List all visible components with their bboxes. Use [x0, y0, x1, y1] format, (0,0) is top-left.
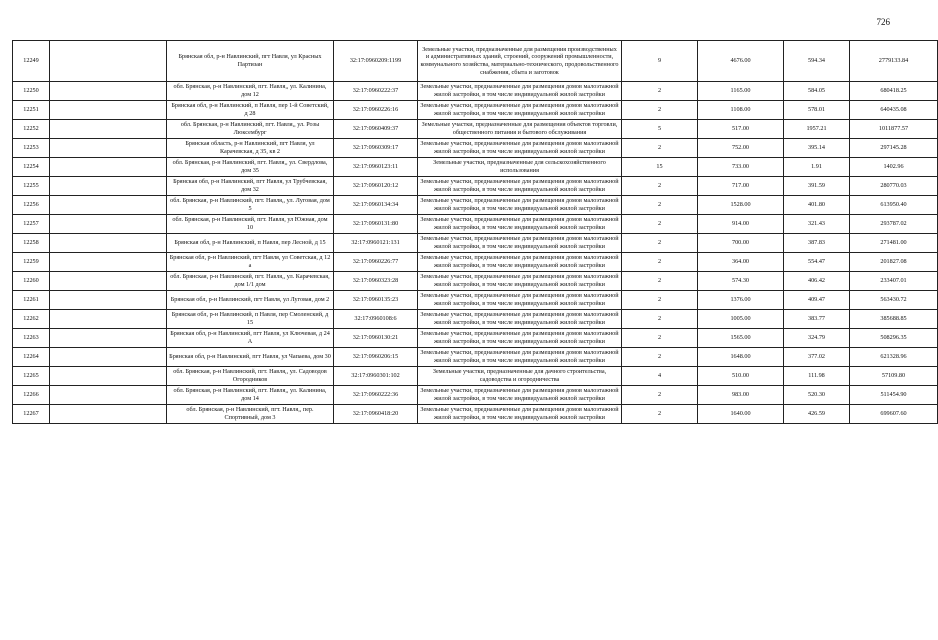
use-group-cell: 2 [622, 291, 698, 310]
cadastral-number-cell: 32:17:0960409:37 [334, 120, 418, 139]
area-cell: 1108.00 [698, 101, 784, 120]
blank-cell [50, 120, 167, 139]
land-use-cell: Земельные участки, предназначенные для размещения домов малоэтажной жилой застройки, в том числе индивидуальной жилой застройки [418, 215, 622, 234]
cadastral-number-cell: 32:17:0960226:16 [334, 101, 418, 120]
row-number-cell: 12257 [13, 215, 50, 234]
row-number-cell: 12252 [13, 120, 50, 139]
use-group-cell: 2 [622, 177, 698, 196]
row-number-cell: 12254 [13, 158, 50, 177]
area-cell: 1528.00 [698, 196, 784, 215]
area-cell: 983.00 [698, 386, 784, 405]
address-cell: обл. Брянская, р-н Навлинский, пгт. Навля,, ул. Калинина, дом 14 [167, 386, 334, 405]
address-cell: Брянская обл, р-н Навлинский, пгт Навля, ул Луговая, дом 2 [167, 291, 334, 310]
cadastral-value-cell: 385688.85 [850, 310, 938, 329]
area-cell: 4676.00 [698, 41, 784, 82]
specific-value-cell: 377.02 [784, 348, 850, 367]
cadastral-value-cell: 297145.28 [850, 139, 938, 158]
area-cell: 717.00 [698, 177, 784, 196]
cadastral-number-cell: 32:17:0960108:6 [334, 310, 418, 329]
cadastral-number-cell: 32:17:0960418:20 [334, 405, 418, 424]
table-row [13, 196, 938, 215]
cadastral-value-cell: 1011877.57 [850, 120, 938, 139]
blank-cell [50, 41, 167, 82]
use-group-cell: 2 [622, 139, 698, 158]
cadastral-number-cell: 32:17:0960226:77 [334, 253, 418, 272]
blank-cell [50, 367, 167, 386]
area-cell: 1565.00 [698, 329, 784, 348]
address-cell: Брянская область, р-н Навлинский, пгт Навля, ул Карачевская, д 35, кв 2 [167, 139, 334, 158]
address-cell: обл. Брянская, р-н Навлинский, пгт. Навля, ул Южная, дом 10 [167, 215, 334, 234]
specific-value-cell: 584.05 [784, 82, 850, 101]
land-use-cell: Земельные участки, предназначенные для размещения домов малоэтажной жилой застройки, в том числе индивидуальной жилой застройки [418, 196, 622, 215]
cadastral-number-cell: 32:17:0960120:12 [334, 177, 418, 196]
row-number-cell: 12255 [13, 177, 50, 196]
table-row [13, 139, 938, 158]
area-cell: 574.30 [698, 272, 784, 291]
blank-cell [50, 101, 167, 120]
land-use-cell: Земельные участки, предназначенные для размещения домов малоэтажной жилой застройки, в том числе индивидуальной жилой застройки [418, 234, 622, 253]
blank-cell [50, 291, 167, 310]
cadastral-number-cell: 32:17:0960222:37 [334, 82, 418, 101]
land-use-cell: Земельные участки, предназначенные для размещения домов малоэтажной жилой застройки, в том числе индивидуальной жилой застройки [418, 101, 622, 120]
address-cell: обл. Брянская, р-н Навлинский, пгт. Навля,, ул. Розы Люксембург [167, 120, 334, 139]
use-group-cell: 15 [622, 158, 698, 177]
blank-cell [50, 139, 167, 158]
cadastral-value-cell: 233407.01 [850, 272, 938, 291]
table-row [13, 215, 938, 234]
use-group-cell: 2 [622, 101, 698, 120]
cadastral-number-cell: 32:17:0960222:36 [334, 386, 418, 405]
use-group-cell: 2 [622, 253, 698, 272]
land-use-cell: Земельные участки, предназначенные для размещения домов малоэтажной жилой застройки, в том числе индивидуальной жилой застройки [418, 405, 622, 424]
cadastral-value-cell: 280770.03 [850, 177, 938, 196]
area-cell: 517.00 [698, 120, 784, 139]
land-use-cell: Земельные участки, предназначенные для дачного строительства, садоводства и огородничества [418, 367, 622, 386]
specific-value-cell: 426.59 [784, 405, 850, 424]
row-number-cell: 12262 [13, 310, 50, 329]
specific-value-cell: 401.80 [784, 196, 850, 215]
table-row [13, 367, 938, 386]
cadastral-number-cell: 32:17:0960123:11 [334, 158, 418, 177]
area-cell: 1005.00 [698, 310, 784, 329]
cadastral-value-cell: 621328.96 [850, 348, 938, 367]
table-row [13, 177, 938, 196]
specific-value-cell: 406.42 [784, 272, 850, 291]
row-number-cell: 12261 [13, 291, 50, 310]
address-cell: обл. Брянская, р-н Навлинский, пгт. Навля,, пер. Спортивный, дом 3 [167, 405, 334, 424]
table-row [13, 291, 938, 310]
blank-cell [50, 310, 167, 329]
area-cell: 1165.00 [698, 82, 784, 101]
row-number-cell: 12263 [13, 329, 50, 348]
blank-cell [50, 196, 167, 215]
cadastral-number-cell: 32:17:0960135:23 [334, 291, 418, 310]
address-cell: Брянская обл, р-н Навлинский, пгт Навля, ул Трубчевская, дом 32 [167, 177, 334, 196]
address-cell: обл. Брянская, р-н Навлинский, пгт. Навля,, ул. Калинина, дом 12 [167, 82, 334, 101]
use-group-cell: 2 [622, 234, 698, 253]
table-body [13, 41, 938, 424]
area-cell: 1640.00 [698, 405, 784, 424]
row-number-cell: 12250 [13, 82, 50, 101]
land-use-cell: Земельные участки, предназначенные для размещения домов малоэтажной жилой застройки, в том числе индивидуальной жилой застройки [418, 348, 622, 367]
land-use-cell: Земельные участки, предназначенные для размещения объектов торговли, общественного питания и бытового обслуживания [418, 120, 622, 139]
cadastral-value-cell: 680418.25 [850, 82, 938, 101]
cadastral-number-cell: 32:17:0960130:21 [334, 329, 418, 348]
cadastral-number-cell: 32:17:0960301:102 [334, 367, 418, 386]
table-row [13, 158, 938, 177]
page-number: 726 [876, 17, 890, 27]
row-number-cell: 12258 [13, 234, 50, 253]
land-use-cell: Земельные участки, предназначенные для размещения производственных и административных зданий, строений, сооружений промышленности, коммунального хозяйства, материально-технического, продовольственного снабжения, сбыта и заготовок [418, 41, 622, 82]
land-use-cell: Земельные участки, предназначенные для сельскохозяйственного использования [418, 158, 622, 177]
address-cell: Брянская обл, р-н Навлинский, п Навля, пер Лесной, д 15 [167, 234, 334, 253]
blank-cell [50, 405, 167, 424]
table-row [13, 82, 938, 101]
use-group-cell: 2 [622, 196, 698, 215]
address-cell: Брянская обл, р-н Навлинский, пгт Навля, ул Ключевая, д 24 А [167, 329, 334, 348]
row-number-cell: 12259 [13, 253, 50, 272]
cadastral-value-cell: 201827.08 [850, 253, 938, 272]
table-row [13, 120, 938, 139]
land-use-cell: Земельные участки, предназначенные для размещения домов малоэтажной жилой застройки, в том числе индивидуальной жилой застройки [418, 272, 622, 291]
cadastral-number-cell: 32:17:0960121:131 [334, 234, 418, 253]
area-cell: 700.00 [698, 234, 784, 253]
land-use-cell: Земельные участки, предназначенные для размещения домов малоэтажной жилой застройки, в том числе индивидуальной жилой застройки [418, 329, 622, 348]
cadastral-value-cell: 640435.08 [850, 101, 938, 120]
cadastral-value-cell: 57109.80 [850, 367, 938, 386]
specific-value-cell: 520.30 [784, 386, 850, 405]
area-cell: 752.00 [698, 139, 784, 158]
blank-cell [50, 158, 167, 177]
land-registry-table [12, 40, 938, 424]
address-cell: Брянская обл, р-н Навлинский, п Навля, пер 1-й Советский, д 28 [167, 101, 334, 120]
cadastral-number-cell: 32:17:0960309:17 [334, 139, 418, 158]
cadastral-value-cell: 1402.96 [850, 158, 938, 177]
use-group-cell: 9 [622, 41, 698, 82]
cadastral-value-cell: 699607.60 [850, 405, 938, 424]
cadastral-value-cell: 563430.72 [850, 291, 938, 310]
cadastral-value-cell: 508296.35 [850, 329, 938, 348]
blank-cell [50, 177, 167, 196]
cadastral-value-cell: 2779133.84 [850, 41, 938, 82]
specific-value-cell: 578.01 [784, 101, 850, 120]
specific-value-cell: 395.14 [784, 139, 850, 158]
land-use-cell: Земельные участки, предназначенные для размещения домов малоэтажной жилой застройки, в том числе индивидуальной жилой застройки [418, 253, 622, 272]
specific-value-cell: 321.43 [784, 215, 850, 234]
area-cell: 733.00 [698, 158, 784, 177]
specific-value-cell: 1957.21 [784, 120, 850, 139]
use-group-cell: 2 [622, 272, 698, 291]
row-number-cell: 12251 [13, 101, 50, 120]
blank-cell [50, 82, 167, 101]
specific-value-cell: 324.79 [784, 329, 850, 348]
address-cell: Брянская обл, р-н Навлинский, пгт Навля, ул Советская, д 12 а [167, 253, 334, 272]
blank-cell [50, 386, 167, 405]
use-group-cell: 2 [622, 348, 698, 367]
table-row [13, 101, 938, 120]
address-cell: обл. Брянская, р-н Навлинский, пгт. Навля,, ул. Садоводов Огородников [167, 367, 334, 386]
table-row [13, 310, 938, 329]
row-number-cell: 12267 [13, 405, 50, 424]
row-number-cell: 12256 [13, 196, 50, 215]
specific-value-cell: 391.59 [784, 177, 850, 196]
address-cell: обл. Брянская, р-н Навлинский, пгт. Навля,, ул. Карачевская, дом 1/1 дом [167, 272, 334, 291]
cadastral-number-cell: 32:17:0960323:28 [334, 272, 418, 291]
specific-value-cell: 594.34 [784, 41, 850, 82]
address-cell: Брянская обл, р-н Навлинский, пгт Навля, ул Чапаева, дом 30 [167, 348, 334, 367]
address-cell: Брянская обл, р-н Навлинский, п Навля, пер Смоленский, д 15 [167, 310, 334, 329]
blank-cell [50, 253, 167, 272]
address-cell: Брянская обл, р-н Навлинский, пгт Навля, ул Красных Партизан [167, 41, 334, 82]
row-number-cell: 12264 [13, 348, 50, 367]
use-group-cell: 2 [622, 215, 698, 234]
blank-cell [50, 215, 167, 234]
area-cell: 1648.00 [698, 348, 784, 367]
cadastral-value-cell: 511454.90 [850, 386, 938, 405]
row-number-cell: 12260 [13, 272, 50, 291]
cadastral-value-cell: 293787.02 [850, 215, 938, 234]
table-row [13, 41, 938, 82]
use-group-cell: 5 [622, 120, 698, 139]
use-group-cell: 2 [622, 386, 698, 405]
table-row [13, 253, 938, 272]
area-cell: 364.00 [698, 253, 784, 272]
use-group-cell: 2 [622, 405, 698, 424]
cadastral-value-cell: 613950.40 [850, 196, 938, 215]
land-use-cell: Земельные участки, предназначенные для размещения домов малоэтажной жилой застройки, в том числе индивидуальной жилой застройки [418, 177, 622, 196]
use-group-cell: 2 [622, 82, 698, 101]
land-use-cell: Земельные участки, предназначенные для размещения домов малоэтажной жилой застройки, в том числе индивидуальной жилой застройки [418, 82, 622, 101]
specific-value-cell: 554.47 [784, 253, 850, 272]
table-row [13, 234, 938, 253]
specific-value-cell: 409.47 [784, 291, 850, 310]
area-cell: 510.00 [698, 367, 784, 386]
row-number-cell: 12253 [13, 139, 50, 158]
specific-value-cell: 383.77 [784, 310, 850, 329]
area-cell: 914.00 [698, 215, 784, 234]
row-number-cell: 12265 [13, 367, 50, 386]
blank-cell [50, 329, 167, 348]
address-cell: обл. Брянская, р-н Навлинский, пгт. Навля,, ул. Свердлова, дом 35 [167, 158, 334, 177]
land-use-cell: Земельные участки, предназначенные для размещения домов малоэтажной жилой застройки, в том числе индивидуальной жилой застройки [418, 386, 622, 405]
land-use-cell: Земельные участки, предназначенные для размещения домов малоэтажной жилой застройки, в том числе индивидуальной жилой застройки [418, 310, 622, 329]
cadastral-number-cell: 32:17:0960131:80 [334, 215, 418, 234]
specific-value-cell: 1.91 [784, 158, 850, 177]
cadastral-number-cell: 32:17:0960134:34 [334, 196, 418, 215]
blank-cell [50, 272, 167, 291]
table-row [13, 386, 938, 405]
table-row [13, 329, 938, 348]
table-row [13, 348, 938, 367]
cadastral-value-cell: 271481.00 [850, 234, 938, 253]
table-row [13, 272, 938, 291]
row-number-cell: 12266 [13, 386, 50, 405]
row-number-cell: 12249 [13, 41, 50, 82]
address-cell: обл. Брянская, р-н Навлинский, пгт. Навля,, ул. Луговая, дом 5 [167, 196, 334, 215]
blank-cell [50, 348, 167, 367]
use-group-cell: 4 [622, 367, 698, 386]
cadastral-number-cell: 32:17:0960209:1199 [334, 41, 418, 82]
specific-value-cell: 111.98 [784, 367, 850, 386]
use-group-cell: 2 [622, 329, 698, 348]
area-cell: 1376.00 [698, 291, 784, 310]
use-group-cell: 2 [622, 310, 698, 329]
table-row [13, 405, 938, 424]
blank-cell [50, 234, 167, 253]
land-use-cell: Земельные участки, предназначенные для размещения домов малоэтажной жилой застройки, в том числе индивидуальной жилой застройки [418, 139, 622, 158]
specific-value-cell: 387.83 [784, 234, 850, 253]
land-use-cell: Земельные участки, предназначенные для размещения домов малоэтажной жилой застройки, в том числе индивидуальной жилой застройки [418, 291, 622, 310]
cadastral-number-cell: 32:17:0960206:15 [334, 348, 418, 367]
